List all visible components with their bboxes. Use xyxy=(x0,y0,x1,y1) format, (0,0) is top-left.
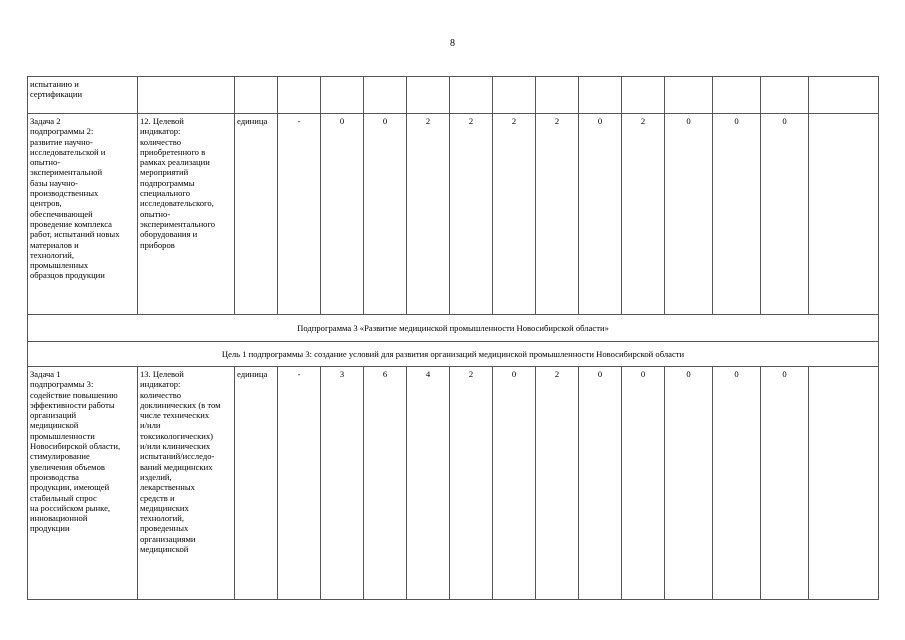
value-cell: 2 xyxy=(450,114,493,315)
value-cell: 0 xyxy=(321,114,364,315)
value-cell xyxy=(364,77,407,114)
value-cell xyxy=(278,77,321,114)
value-cell: 2 xyxy=(536,367,579,600)
subprogram-title: Подпрограмма 3 «Развитие медицинской промышленности Новосибирской области» xyxy=(28,315,879,342)
goal-title: Цель 1 подпрограммы 3: создание условий для развития организаций медицинской промышленности Новосибирской области xyxy=(28,342,879,367)
unit-cell: единица xyxy=(235,114,278,315)
unit-cell xyxy=(235,77,278,114)
task-cell: Задача 1 подпрограммы 3: содействие повышению эффективности работы организаций медицинской промышленности Новосибирской области, стимулирование увеличения объемов производства продукции, имеющей стабильный спрос на российском рынке, инновационной продукции xyxy=(28,367,138,600)
value-cell: 0 xyxy=(622,367,665,600)
value-cell: 0 xyxy=(579,114,622,315)
value-cell: 0 xyxy=(761,114,809,315)
value-cell xyxy=(536,77,579,114)
indicators-table xyxy=(27,76,879,600)
value-cell: 0 xyxy=(665,367,713,600)
value-cell xyxy=(809,367,879,600)
value-cell: - xyxy=(278,114,321,315)
value-cell: 0 xyxy=(364,114,407,315)
value-cell xyxy=(493,77,536,114)
page-number: 8 xyxy=(450,38,455,49)
indicator-cell: 12. Целевой индикатор: количество приобретенного в рамках реализации мероприятий подпрограммы специального исследовательского, опытно- экспериментального оборудования и приборов xyxy=(138,114,235,315)
value-cell xyxy=(809,77,879,114)
value-cell: 3 xyxy=(321,367,364,600)
value-cell: 2 xyxy=(536,114,579,315)
value-cell xyxy=(665,77,713,114)
table-row-goal1 xyxy=(28,342,879,367)
table-row-continuation xyxy=(28,77,879,114)
value-cell xyxy=(622,77,665,114)
value-cell: 0 xyxy=(665,114,713,315)
value-cell: - xyxy=(278,367,321,600)
value-cell xyxy=(579,77,622,114)
value-cell: 0 xyxy=(713,114,761,315)
value-cell: 0 xyxy=(493,367,536,600)
value-cell xyxy=(809,114,879,315)
value-cell: 2 xyxy=(450,367,493,600)
table-row-subprogram3 xyxy=(28,315,879,342)
value-cell: 2 xyxy=(493,114,536,315)
value-cell: 2 xyxy=(622,114,665,315)
value-cell: 0 xyxy=(761,367,809,600)
value-cell: 6 xyxy=(364,367,407,600)
indicator-cell: 13. Целевой индикатор: количество доклинических (в том числе технических и/или токсикологических) и/или клинических испытаний/исследо- ваний медицинских изделий, лекарственных средств и медицинских технологий, проведенных организациями медицинской xyxy=(138,367,235,600)
value-cell xyxy=(450,77,493,114)
task-cell: Задача 2 подпрограммы 2: развитие научно- исследовательской и опытно- экспериментальной базы научно- производственных центров, обеспечивающей проведение комплекса работ, испытаний новых материалов и технологий, промышленных образцов продукции xyxy=(28,114,138,315)
value-cell: 0 xyxy=(579,367,622,600)
value-cell xyxy=(761,77,809,114)
value-cell xyxy=(713,77,761,114)
table-row-task2 xyxy=(28,114,879,315)
value-cell: 4 xyxy=(407,367,450,600)
table-row-task1 xyxy=(28,367,879,600)
value-cell: 2 xyxy=(407,114,450,315)
unit-cell: единица xyxy=(235,367,278,600)
value-cell: 0 xyxy=(713,367,761,600)
task-cell: испытанию и сертификации xyxy=(28,77,138,114)
indicator-cell xyxy=(138,77,235,114)
value-cell xyxy=(407,77,450,114)
value-cell xyxy=(321,77,364,114)
